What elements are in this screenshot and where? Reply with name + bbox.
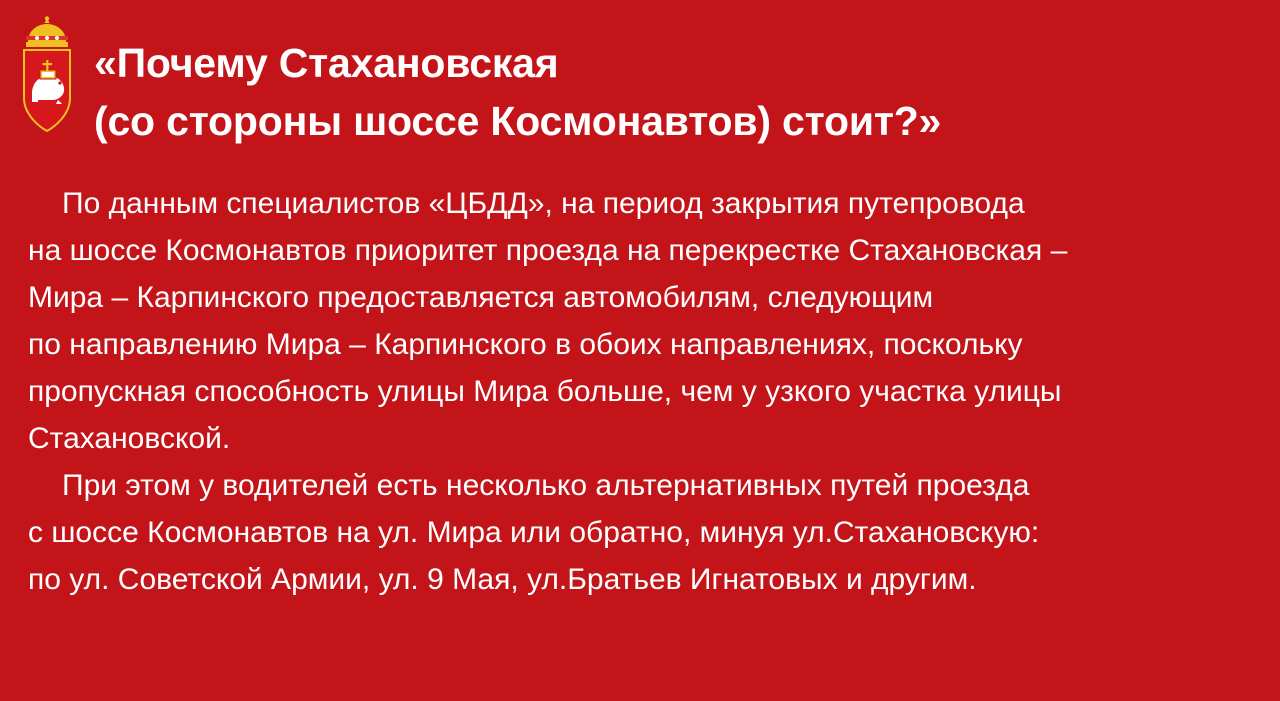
- paragraph-1-line-6: Стахановской.: [28, 422, 231, 455]
- paragraph-1-line-5: пропускная способность улицы Мира больше, чем у узкого участка улицы: [28, 375, 1062, 408]
- slide-body: [0, 168, 1280, 603]
- paragraph-2-line-1: При этом у водителей есть несколько альтернативных путей проезда: [62, 469, 1030, 502]
- perm-krai-coat-of-arms-icon: [18, 16, 76, 134]
- title-line-2: (со стороны шоссе Космонавтов) стоит?»: [94, 98, 942, 144]
- paragraph-2-line-3: по ул. Советской Армии, ул. 9 Мая, ул.Братьев Игнатовых и другим.: [28, 563, 977, 596]
- title-line-1: «Почему Стахановская: [94, 40, 559, 86]
- paragraph-1-line-3: Мира – Карпинского предоставляется автомобилям, следующим: [28, 281, 934, 314]
- paragraph-1: [28, 180, 1240, 462]
- paragraph-1-line-1: По данным специалистов «ЦБДД», на период закрытия путепровода: [62, 187, 1025, 220]
- paragraph-1-line-4: по направлению Мира – Карпинского в обоих направлениях, поскольку: [28, 328, 1023, 361]
- paragraph-1-line-2: на шоссе Космонавтов приоритет проезда на перекрестке Стахановская –: [28, 234, 1068, 267]
- slide-title: [94, 14, 941, 150]
- paragraph-2: [28, 462, 1240, 603]
- slide-header: [0, 0, 1280, 168]
- paragraph-2-line-2: с шоссе Космонавтов на ул. Мира или обратно, минуя ул.Стахановскую:: [28, 516, 1040, 549]
